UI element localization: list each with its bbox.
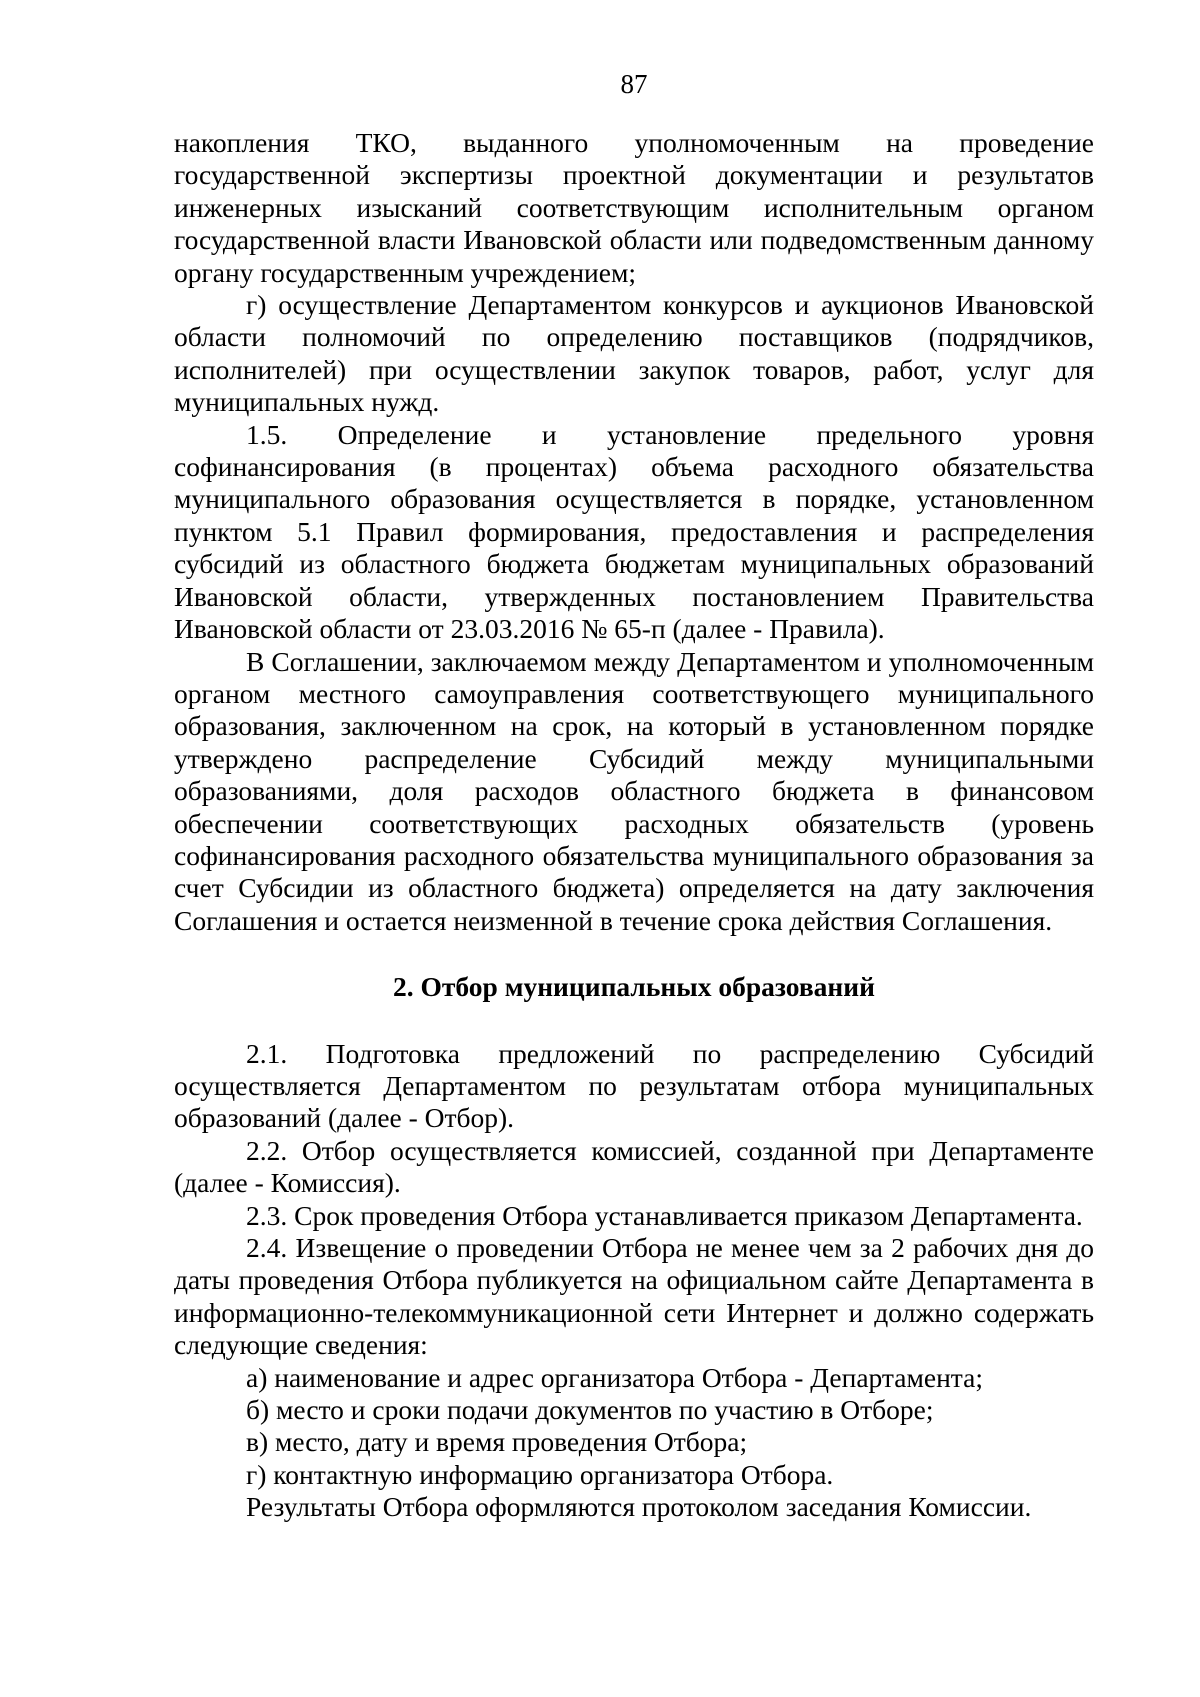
paragraph-2-4: 2.4. Извещение о проведении Отбора не менее чем за 2 рабочих дня до даты проведения Отбора публикуется на официальном сайте Департамента в информационно-телекоммуникационной сети Интернет и должно содержать следующие сведения: [174,1232,1094,1361]
paragraph-results: Результаты Отбора оформляются протоколом заседания Комиссии. [246,1491,1032,1523]
paragraph-2-3: 2.3. Срок проведения Отбора устанавливается приказом Департамента. [246,1199,1083,1231]
paragraph-2-1: 2.1. Подготовка предложений по распределению Субсидий осуществляется Департаментом по результатам отбора муниципальных образований (далее - Отбор). [174,1037,1094,1134]
list-item-g: г) контактную информацию организатора Отбора. [246,1458,834,1490]
paragraph-continuation: накопления ТКО, выданного уполномоченным на проведение государственной экспертизы проектной документации и результатов инженерных изысканий соответствующим исполнительным органом государственной власти Ивановской области или подведомственным данному органу государственным учреждением; [174,127,1094,288]
document-body [174,127,1094,1524]
paragraph-agreement: В Соглашении, заключаемом между Департаментом и уполномоченным органом местного самоуправления соответствующего муниципального образования, заключенном на срок, на который в установленном порядке утверждено распределение Субсидий между муниципальными образованиями, доля расходов областного бюджета в финансовом обеспечении соответствующих расходных обязательств (уровень софинансирования расходного обязательства муниципального образования за счет Субсидии из областного бюджета) определяется на дату заключения Соглашения и остается неизменной в течение срока действия Соглашения. [174,645,1094,936]
paragraph-item-g: г) осуществление Департаментом конкурсов и аукционов Ивановской области полномочий по определению поставщиков (подрядчиков, исполнителей) при осуществлении закупок товаров, работ, услуг для муниципальных нужд. [174,289,1094,418]
paragraph-1-5: 1.5. Определение и установление предельного уровня софинансирования (в процентах) объема расходного обязательства муниципального образования осуществляется в порядке, установленном пунктом 5.1 Правил формирования, предоставления и распределения субсидий из областного бюджета бюджетам муниципальных образований Ивановской области, утвержденных постановлением Правительства Ивановской области от 23.03.2016 № 65-п (далее - Правила). [174,418,1094,645]
page-number: 87 [620,69,648,99]
paragraph-2-2: 2.2. Отбор осуществляется комиссией, созданной при Департаменте (далее - Комиссия). [174,1134,1094,1199]
list-item-b: б) место и сроки подачи документов по участию в Отборе; [246,1394,934,1426]
list-item-a: а) наименование и адрес организатора Отбора - Департамента; [246,1361,983,1393]
list-item-v: в) место, дату и время проведения Отбора; [246,1426,748,1458]
section-heading: 2. Отбор муниципальных образований [393,971,875,1003]
